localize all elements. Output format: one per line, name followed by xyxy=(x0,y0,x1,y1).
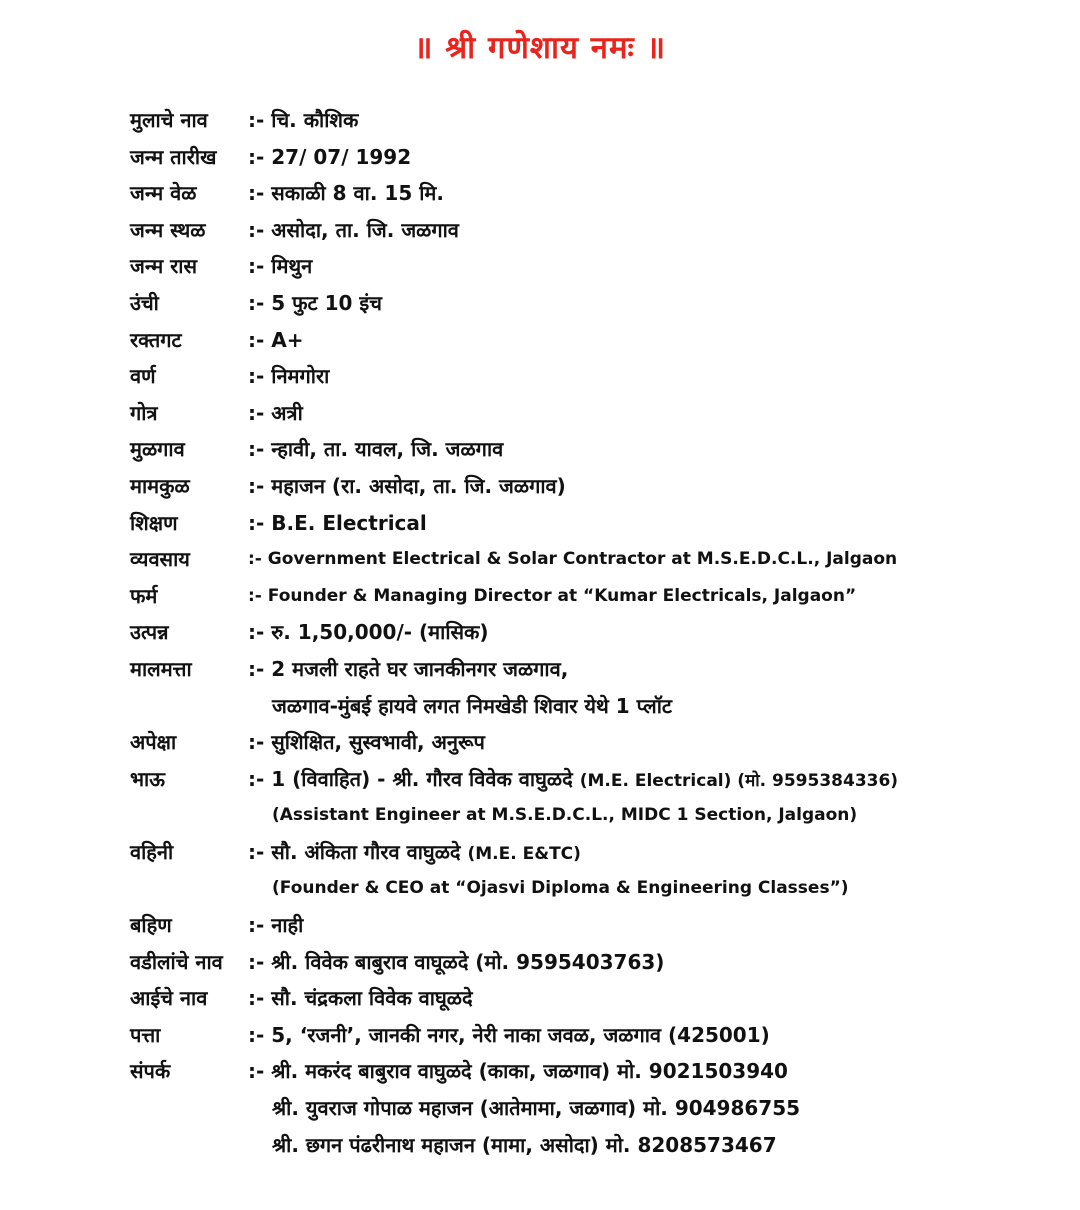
detail-row-contact xyxy=(130,1053,1050,1090)
detail-value: :- Founder & Managing Director at “Kumar Electricals, Jalgaon” xyxy=(248,585,857,606)
detail-row-contact-cont xyxy=(130,1127,1050,1164)
detail-label: पत्ता xyxy=(130,1022,161,1047)
detail-row-rashi xyxy=(130,248,1050,285)
detail-value: :- B.E. Electrical xyxy=(248,510,427,535)
detail-row-occupation xyxy=(130,541,1050,578)
detail-row-maternal-family xyxy=(130,468,1050,505)
detail-value: :- 5, ‘रजनी’, जानकी नगर, नेरी नाका जवळ, जळगाव (425001) xyxy=(248,1022,770,1047)
detail-value: :- 2 मजली राहते घर जानकीनगर जळगाव, xyxy=(248,656,569,681)
detail-row-sister xyxy=(130,907,1050,944)
biodata-details xyxy=(130,102,1050,1163)
detail-value-extra: (M.E. E&TC) xyxy=(467,843,581,864)
detail-label: मुळगाव xyxy=(130,437,185,462)
detail-label: संपर्क xyxy=(130,1059,171,1084)
detail-row-blood-group xyxy=(130,322,1050,359)
detail-value: :- श्री. मकरंद बाबुराव वाघुळदे (काका, जळगाव) मो. 9021503940 xyxy=(248,1059,788,1084)
detail-row-brother xyxy=(130,761,1050,798)
detail-label: शिक्षण xyxy=(130,510,178,535)
detail-value: :- महाजन (रा. असोदा, ता. जि. जळगाव) xyxy=(248,473,566,498)
detail-label: अपेक्षा xyxy=(130,730,177,755)
detail-value-extra: (M.E. Electrical) (मो. 9595384336) xyxy=(579,770,899,791)
detail-value: :- रु. 1,50,000/- (मासिक) xyxy=(248,620,489,645)
detail-label: रक्तगट xyxy=(130,327,182,352)
detail-value: :- A+ xyxy=(248,327,304,352)
detail-value: :- 1 (विवाहित) - श्री. गौरव विवेक वाघुळदे xyxy=(248,766,573,791)
detail-row-income xyxy=(130,614,1050,651)
detail-value: :- सुशिक्षित, सुस्वभावी, अनुरूप xyxy=(248,730,485,755)
page-title: ॥ श्री गणेशाय नमः ॥ xyxy=(413,30,667,66)
detail-value-continued: (Founder & CEO at “Ojasvi Diploma & Engineering Classes”) xyxy=(272,878,849,899)
detail-value: :- अत्री xyxy=(248,400,303,425)
detail-value: :- सौ. चंद्रकला विवेक वाघूळदे xyxy=(248,986,473,1011)
detail-row-address xyxy=(130,1017,1050,1054)
detail-row-birth-date xyxy=(130,139,1050,176)
detail-row-complexion xyxy=(130,358,1050,395)
detail-row-father-name xyxy=(130,944,1050,981)
detail-row-height xyxy=(130,285,1050,322)
detail-row-education xyxy=(130,505,1050,542)
detail-value-continued: (Assistant Engineer at M.S.E.D.C.L., MIDC 1 Section, Jalgaon) xyxy=(272,805,858,826)
detail-row-boy-name xyxy=(130,102,1050,139)
detail-label: उंची xyxy=(130,290,159,315)
detail-label: भाऊ xyxy=(130,766,165,791)
detail-value: :- सकाळी 8 वा. 15 मि. xyxy=(248,181,444,206)
detail-value: :- सौ. अंकिता गौरव वाघुळदे xyxy=(248,839,461,864)
detail-label: वर्ण xyxy=(130,364,156,389)
detail-value: :- न्हावी, ता. यावल, जि. जळगाव xyxy=(248,437,504,462)
detail-value: :- 27/ 07/ 1992 xyxy=(248,144,412,169)
detail-label: जन्म वेळ xyxy=(130,181,197,206)
detail-value-continued: श्री. युवराज गोपाळ महाजन (आतेमामा, जळगाव) मो. 904986755 xyxy=(272,1096,801,1121)
detail-row-brother-cont xyxy=(130,797,1050,834)
detail-value: :- नाही xyxy=(248,913,304,938)
detail-row-sister-in-law xyxy=(130,834,1050,871)
detail-value-wrapper xyxy=(248,834,581,873)
detail-value-continued: जळगाव-मुंबई हायवे लगत निमखेडी शिवार येथे 1 प्लॉट xyxy=(272,693,672,718)
detail-row-native-village xyxy=(130,431,1050,468)
detail-label: उत्पन्न xyxy=(130,620,169,645)
detail-value: :- 5 फुट 10 इंच xyxy=(248,290,382,315)
detail-value: :- निमगोरा xyxy=(248,364,330,389)
detail-value: :- श्री. विवेक बाबुराव वाघूळदे (मो. 9595403763) xyxy=(248,949,665,974)
detail-row-birth-place xyxy=(130,212,1050,249)
detail-value: :- मिथुन xyxy=(248,254,313,279)
detail-label: जन्म स्थळ xyxy=(130,217,206,242)
detail-value-continued: श्री. छगन पंढरीनाथ महाजन (मामा, असोदा) मो. 8208573467 xyxy=(272,1132,777,1157)
detail-row-contact-cont xyxy=(130,1090,1050,1127)
detail-row-sister-in-law-cont xyxy=(130,870,1050,907)
detail-label: जन्म तारीख xyxy=(130,144,217,169)
detail-label: बहिण xyxy=(130,913,172,938)
detail-label: वडीलांचे नाव xyxy=(130,949,223,974)
detail-row-mother-name xyxy=(130,980,1050,1017)
detail-row-gotra xyxy=(130,395,1050,432)
detail-value: :- चि. कौशिक xyxy=(248,108,359,132)
detail-label: मामकुळ xyxy=(130,473,190,498)
detail-row-birth-time xyxy=(130,175,1050,212)
detail-row-firm xyxy=(130,578,1050,615)
detail-label: फर्म xyxy=(130,583,158,608)
detail-label: मुलाचे नाव xyxy=(130,108,208,132)
detail-value: :- Government Electrical & Solar Contractor at M.S.E.D.C.L., Jalgaon xyxy=(248,549,898,570)
detail-label: व्यवसाय xyxy=(130,547,190,572)
detail-row-property xyxy=(130,651,1050,688)
detail-value-wrapper xyxy=(248,761,898,800)
detail-value: :- असोदा, ता. जि. जळगाव xyxy=(248,217,459,242)
detail-label: मालमत्ता xyxy=(130,656,192,681)
detail-label: जन्म रास xyxy=(130,254,198,279)
detail-label: आईचे नाव xyxy=(130,986,208,1011)
detail-label: वहिनी xyxy=(130,839,174,864)
detail-label: गोत्र xyxy=(130,400,158,425)
detail-row-expectation xyxy=(130,724,1050,761)
detail-row-property-cont xyxy=(130,688,1050,725)
